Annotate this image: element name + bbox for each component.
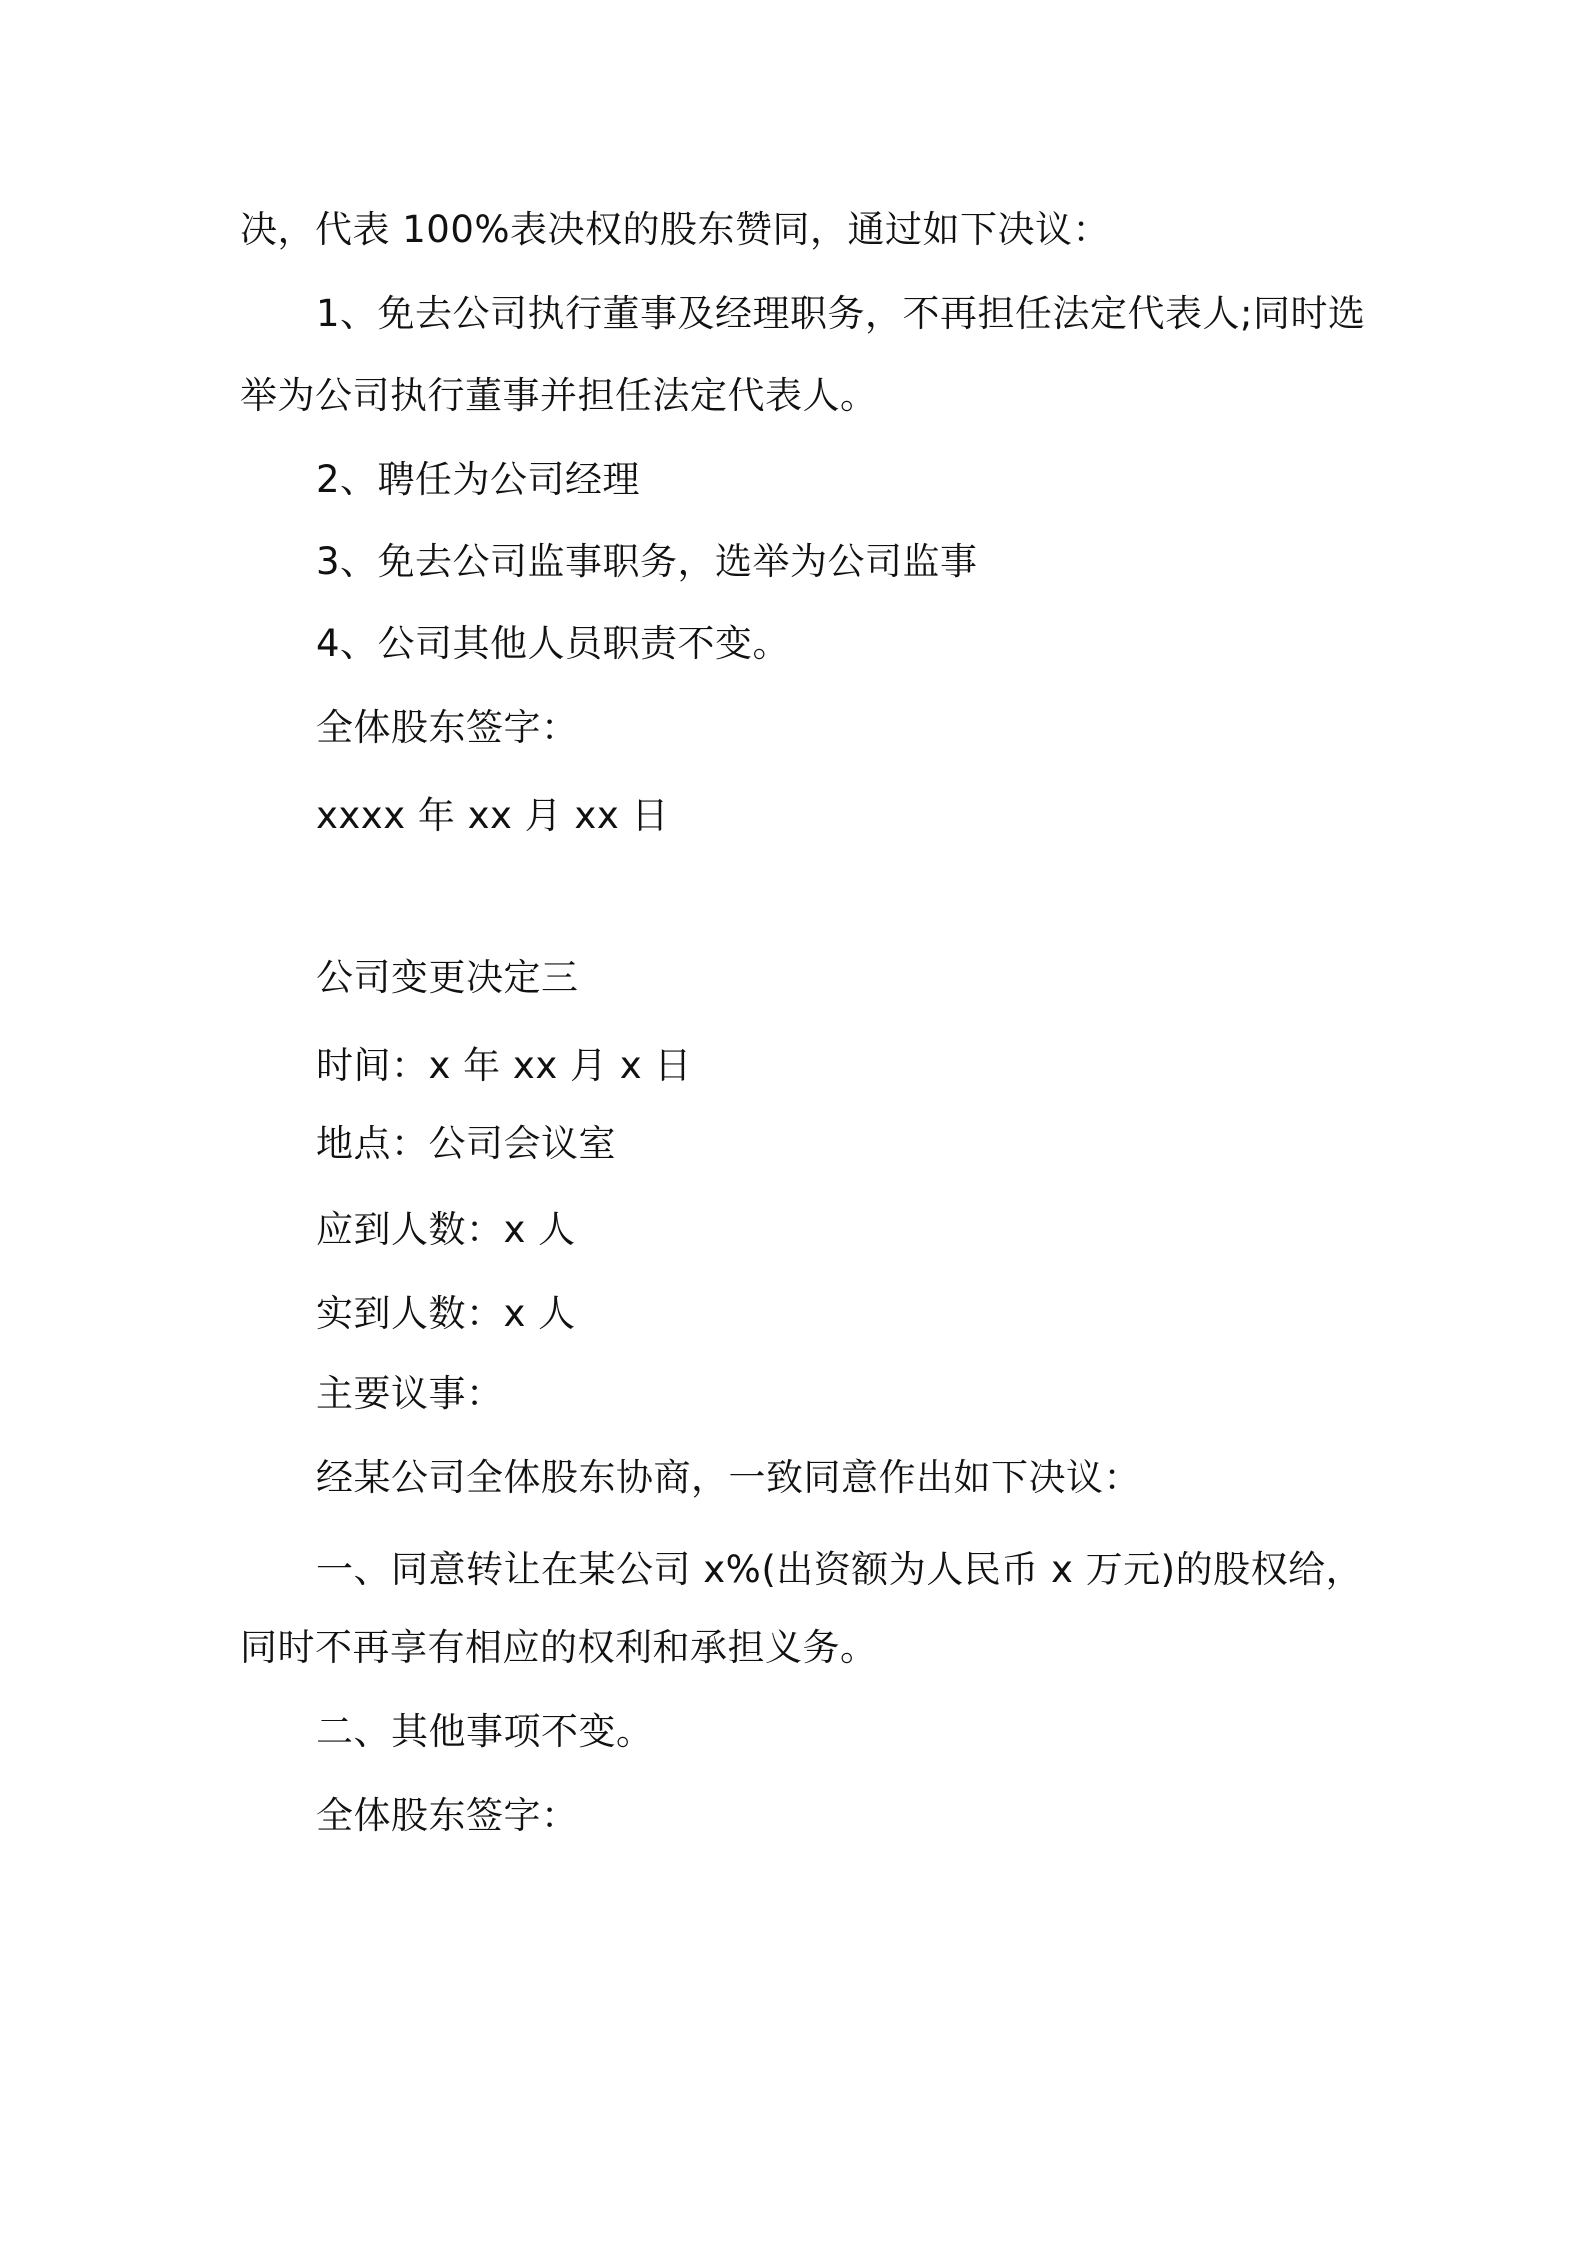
decision-2: 二、其他事项不变。	[316, 1710, 654, 1753]
signature-label: 全体股东签字：	[316, 706, 579, 749]
resolution-item-4: 4、公司其他人员职责不变。	[316, 622, 791, 665]
resolution-item-3: 3、免去公司监事职务，选举为公司监事	[316, 540, 978, 583]
meeting-time: 时间：x 年 xx 月 x 日	[316, 1044, 692, 1087]
expected-attendees: 应到人数：x 人	[316, 1208, 576, 1251]
agenda-label: 主要议事：	[316, 1372, 504, 1415]
signature-date: xxxx 年 xx 月 xx 日	[316, 794, 669, 837]
section-heading: 公司变更决定三	[316, 956, 579, 999]
meeting-location: 地点：公司会议室	[316, 1122, 616, 1165]
decision-1-line-2: 同时不再享有相应的权利和承担义务。	[240, 1626, 878, 1669]
resolution-item-1-line-2: 举为公司执行董事并担任法定代表人。	[240, 374, 878, 417]
signature-label-2: 全体股东签字：	[316, 1794, 579, 1837]
resolution-item-2: 2、聘任为公司经理	[316, 458, 641, 501]
intro-continuation: 决，代表 100%表决权的股东赞同，通过如下决议：	[240, 208, 1111, 251]
resolution-item-1-line-1: 1、免去公司执行董事及经理职务，不再担任法定代表人;同时选	[316, 292, 1366, 335]
shareholder-agreement: 经某公司全体股东协商，一致同意作出如下决议：	[316, 1456, 1141, 1499]
decision-1-line-1: 一、同意转让在某公司 x%(出资额为人民币 x 万元)的股权给，	[316, 1548, 1364, 1591]
actual-attendees: 实到人数：x 人	[316, 1292, 576, 1335]
